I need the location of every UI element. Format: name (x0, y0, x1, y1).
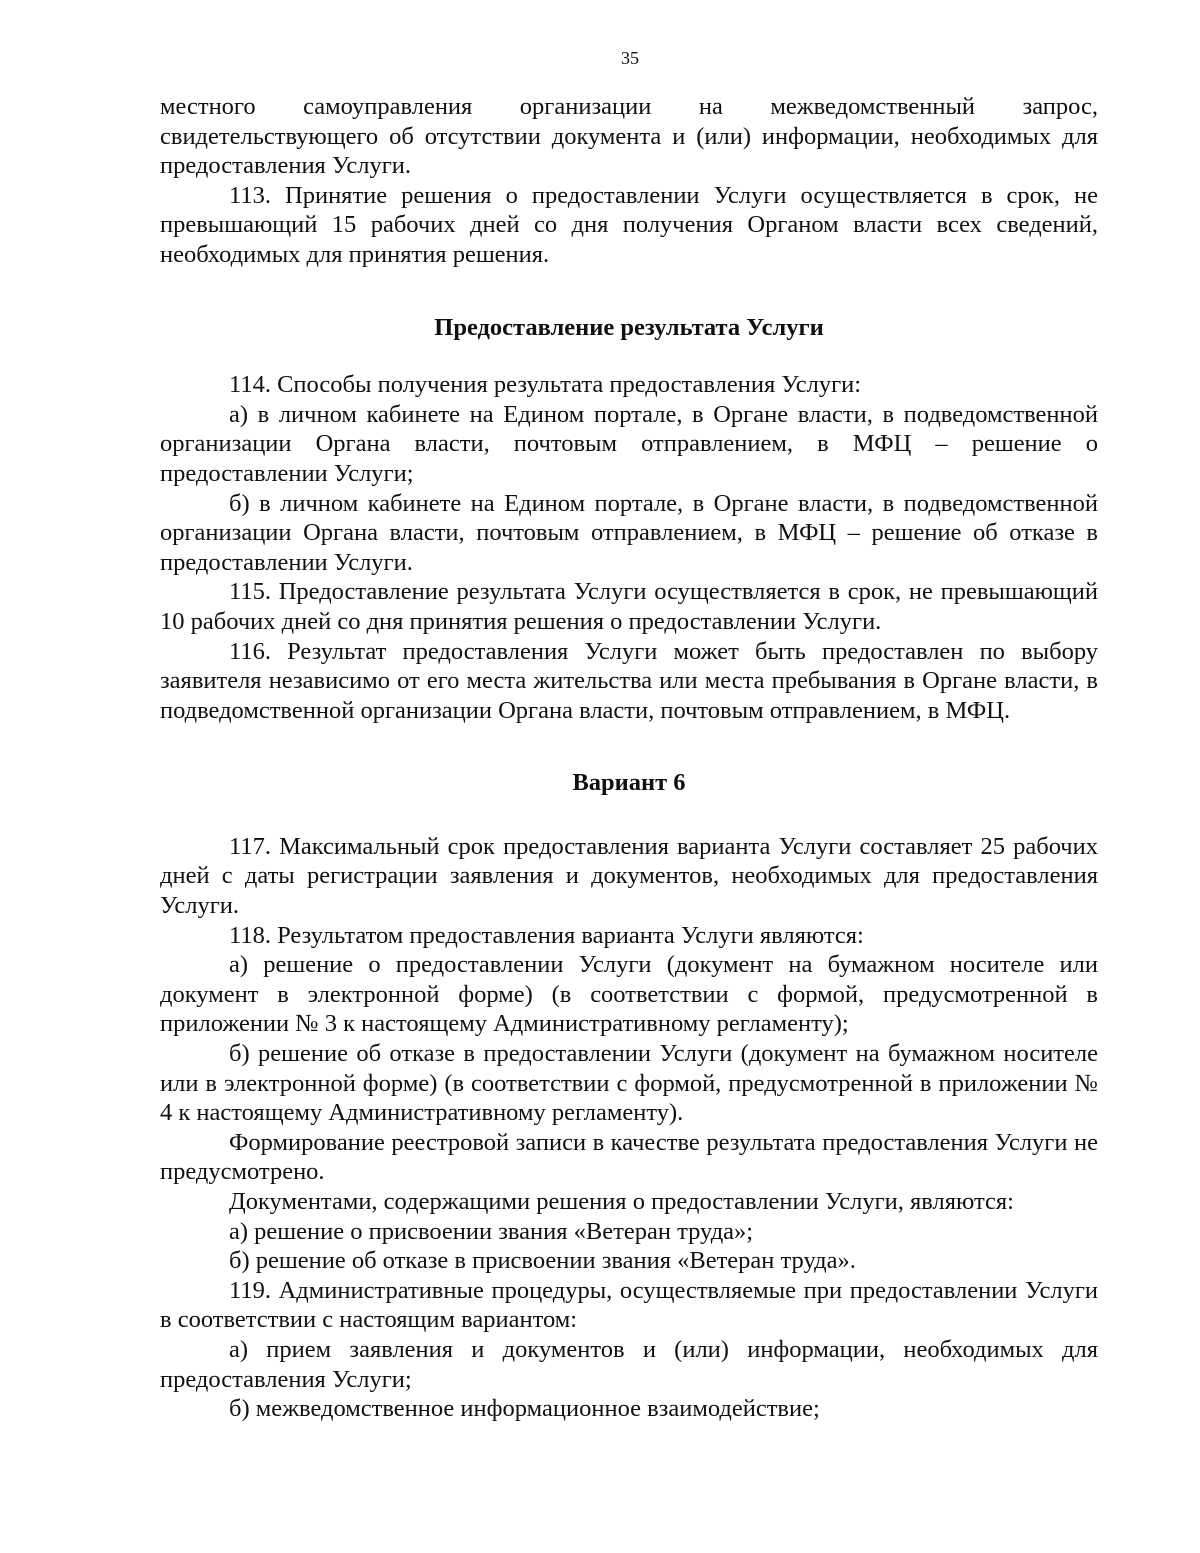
section-heading-result: Предоставление результата Услуги (434, 313, 824, 341)
paragraph-114-a: а) в личном кабинете на Едином портале, в Органе власти, в подведомственной организации Органа власти, почтовым отправлением, в МФЦ – решение о предоставлении Услуги; (160, 400, 1098, 487)
section-heading-variant: Вариант 6 (572, 769, 686, 797)
paragraph-119-a: а) прием заявления и документов и (или) информации, необходимых для предоставления Услуги; (160, 1335, 1098, 1393)
paragraph-continuation: местного самоуправления организации на межведомственный запрос, свидетельствующего об отсутствии документа и (или) информации, необходимых для предоставления Услуги. (160, 93, 1098, 180)
paragraph-documents: Документами, содержащими решения о предоставлении Услуги, являются: (229, 1188, 1014, 1215)
paragraph-114-b: б) в личном кабинете на Едином портале, в Органе власти, в подведомственной организации Органа власти, почтовым отправлением, в МФЦ – решение об отказе в предоставлении Услуги. (160, 489, 1098, 576)
paragraph-119: 119. Административные процедуры, осуществляемые при предоставлении Услуги в соответствии с настоящим вариантом: (160, 1276, 1098, 1334)
paragraph-118-a: а) решение о предоставлении Услуги (документ на бумажном носителе или документ в электронной форме) (в соответствии с формой, предусмотренной в приложении № 3 к настоящему Административному регламенту); (160, 951, 1098, 1038)
paragraph-registry: Формирование реестровой записи в качестве результата предоставления Услуги не предусмотрено. (160, 1128, 1098, 1186)
document-body (160, 92, 1098, 1424)
paragraph-documents-a: а) решение о присвоении звания «Ветеран труда»; (229, 1217, 754, 1245)
paragraph-117: 117. Максимальный срок предоставления варианта Услуги составляет 25 рабочих дней с даты регистрации заявления и документов, необходимых для предоставления Услуги. (160, 832, 1098, 920)
paragraph-118: 118. Результатом предоставления варианта Услуги являются: (229, 921, 864, 949)
paragraph-118-b: б) решение об отказе в предоставлении Услуги (документ на бумажном носителе или в электронной форме) (в соответствии с формой, предусмотренной в приложении № 4 к настоящему Административному регламенту). (160, 1040, 1098, 1127)
paragraph-documents-b: б) решение об отказе в присвоении звания «Ветеран труда». (229, 1247, 856, 1275)
paragraph-115: 115. Предоставление результата Услуги осуществляется в срок, не превышающий 10 рабочих дней со дня принятия решения о предоставлении Услуги. (160, 578, 1098, 635)
paragraph-113: 113. Принятие решения о предоставлении Услуги осуществляется в срок, не превышающий 15 рабочих дней со дня получения Органом власти всех сведений, необходимых для принятия решения. (160, 181, 1098, 268)
paragraph-119-b: б) межведомственное информационное взаимодействие; (229, 1395, 820, 1423)
paragraph-116: 116. Результат предоставления Услуги может быть предоставлен по выбору заявителя независимо от его места жительства или места пребывания в Органе власти, в подведомственной организации Органа власти, почтовым отправлением, в МФЦ. (160, 637, 1098, 724)
paragraph-114: 114. Способы получения результата предоставления Услуги: (229, 371, 862, 399)
page-number: 35 (621, 48, 639, 68)
